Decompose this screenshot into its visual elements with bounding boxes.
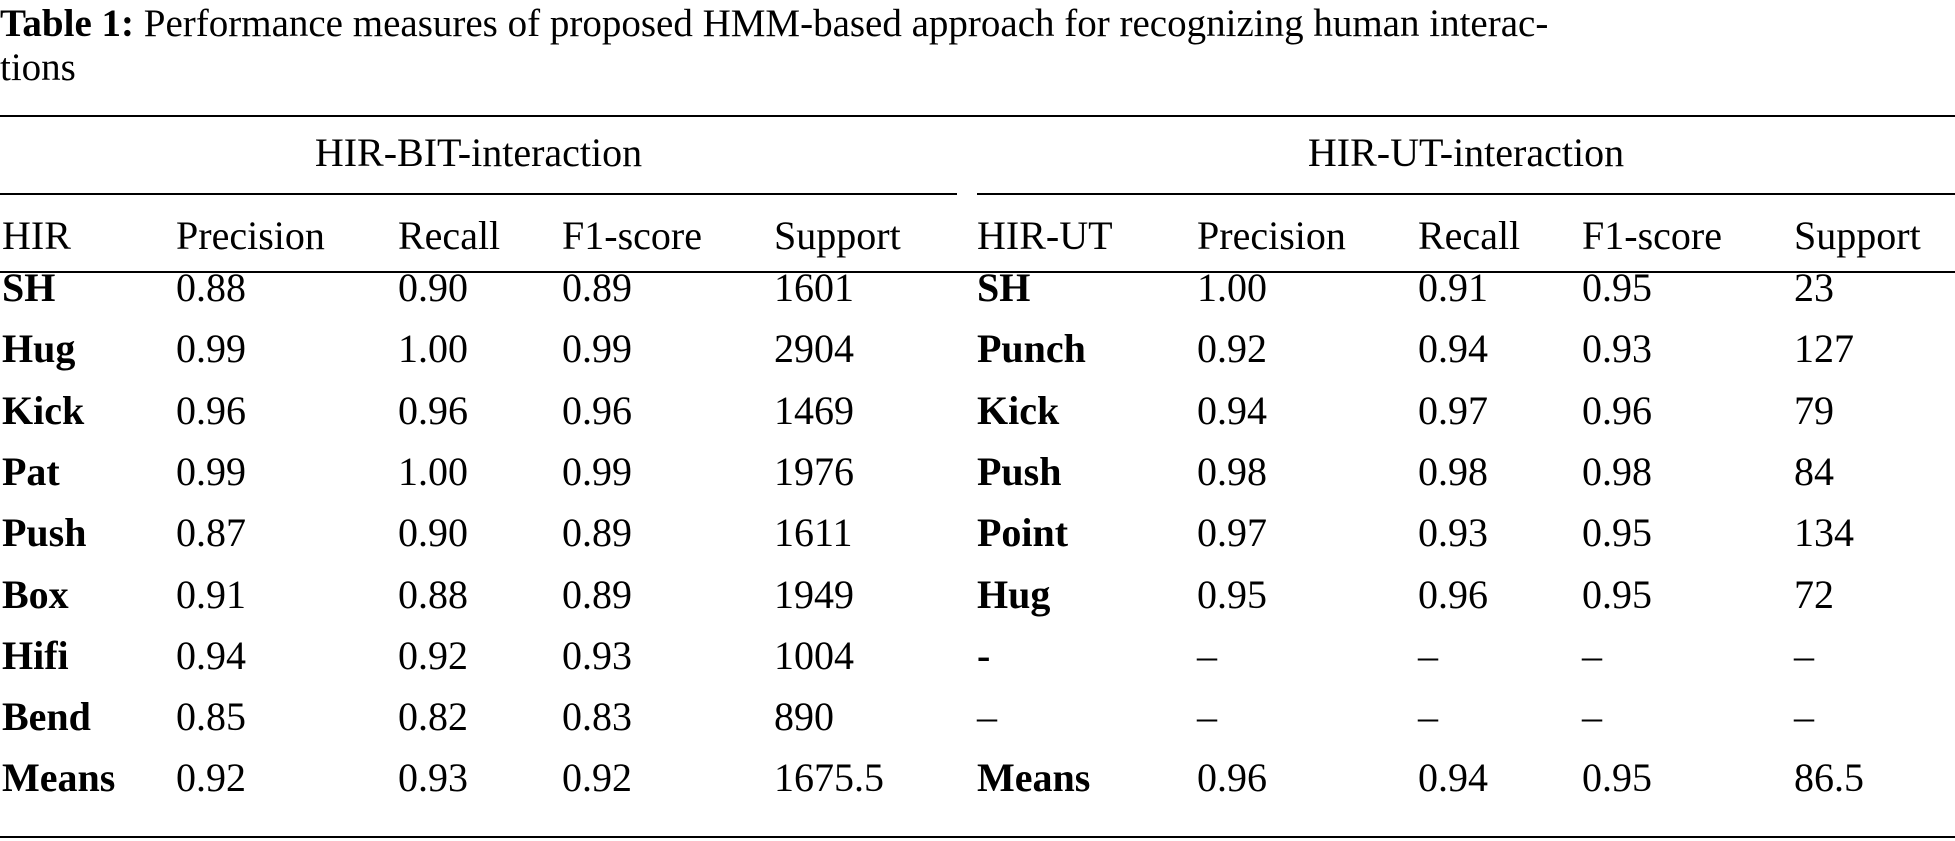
table-cell: 0.92: [398, 632, 468, 678]
caption-line-2: tions: [0, 46, 76, 89]
table-cell: 1611: [774, 510, 853, 556]
table-cell: –: [1582, 632, 1602, 678]
column-header-6: HIR-UT: [977, 213, 1113, 258]
table-cell: 23: [1794, 265, 1834, 310]
table-cell: 72: [1794, 571, 1834, 617]
bottom-rule: [0, 836, 1955, 838]
table-cell: 0.96: [1418, 571, 1488, 617]
table-cell: 79: [1794, 387, 1834, 433]
table-cell: Pat: [2, 448, 60, 494]
table-cell: 0.93: [562, 632, 632, 678]
table-cell: 0.93: [398, 755, 468, 801]
table-cell: –: [1197, 632, 1217, 678]
table-cell: 0.99: [176, 448, 246, 494]
table-cell: 1469: [774, 387, 854, 433]
table-cell: 0.95: [1582, 510, 1652, 556]
table-cell: 0.97: [1197, 510, 1267, 556]
caption-line-1: [0, 2, 1955, 46]
table-cell: –: [977, 694, 997, 740]
table-cell: 0.91: [176, 571, 246, 617]
table-cell: 0.82: [398, 694, 468, 740]
table-cell: Means: [977, 755, 1091, 801]
table-cell: 86.5: [1794, 755, 1864, 801]
table-cell: 0.96: [1582, 387, 1652, 433]
table-cell: 1949: [774, 571, 854, 617]
table-cell: 0.94: [176, 632, 246, 678]
table-cell: -: [977, 632, 991, 678]
table-cell: Means: [2, 755, 116, 801]
table-cell: –: [1794, 632, 1814, 678]
table-cell: 0.91: [1418, 265, 1488, 310]
table-cell: –: [1794, 694, 1814, 740]
table-cell: SH: [2, 265, 56, 310]
table-cell: 0.98: [1197, 448, 1267, 494]
table-cell: 0.93: [1418, 510, 1488, 556]
table-cell: 0.94: [1197, 387, 1267, 433]
table-cell: 0.89: [562, 571, 632, 617]
table-cell: Kick: [977, 387, 1060, 433]
table-cell: 0.96: [562, 387, 632, 433]
table-cell: 0.92: [1197, 326, 1267, 372]
table-cell: 127: [1794, 326, 1854, 372]
table-cell: –: [1418, 632, 1438, 678]
table-cell: 0.95: [1197, 571, 1267, 617]
table-cell: 0.94: [1418, 755, 1488, 801]
table-cell: 0.87: [176, 510, 246, 556]
table-cell: 1.00: [398, 326, 468, 372]
table-cell: 0.99: [562, 448, 632, 494]
table-cell: 1601: [774, 265, 854, 310]
table-cell: Hifi: [2, 632, 69, 678]
table-cell: 0.90: [398, 510, 468, 556]
column-header-5: Support: [774, 213, 901, 258]
table-cell: –: [1197, 694, 1217, 740]
table-cell: 890: [774, 694, 834, 740]
table-cell: 134: [1794, 510, 1854, 556]
table-cell: 0.85: [176, 694, 246, 740]
column-header-4: F1-score: [562, 213, 702, 258]
table-cell: 0.90: [398, 265, 468, 310]
table-cell: –: [1582, 694, 1602, 740]
table-cell: 0.94: [1418, 326, 1488, 372]
table-cell: 0.89: [562, 510, 632, 556]
table-cell: 0.89: [562, 265, 632, 310]
table-cell: –: [1418, 694, 1438, 740]
table-caption: [0, 2, 1955, 90]
table-cell: 0.93: [1582, 326, 1652, 372]
table-cell: 0.98: [1582, 448, 1652, 494]
table-cell: 0.95: [1582, 265, 1652, 310]
table-cell: Push: [977, 448, 1062, 494]
table-cell: 0.95: [1582, 571, 1652, 617]
column-header-3: Recall: [398, 213, 501, 258]
table-cell: 1.00: [398, 448, 468, 494]
table-cell: 0.98: [1418, 448, 1488, 494]
table-cell: Kick: [2, 387, 85, 433]
table-cell: 84: [1794, 448, 1834, 494]
table-cell: 0.96: [1197, 755, 1267, 801]
group-header-2: HIR-UT-interaction: [1307, 130, 1625, 175]
table-cell: Push: [2, 510, 87, 556]
table-cell: Punch: [977, 326, 1086, 372]
group-rule-right: [977, 193, 1955, 195]
table-cell: 2904: [774, 326, 854, 372]
group-rule-left: [0, 193, 957, 195]
table-cell: 0.97: [1418, 387, 1488, 433]
column-header-10: Support: [1794, 213, 1921, 258]
table-cell: SH: [977, 265, 1031, 310]
table-cell: 0.88: [176, 265, 246, 310]
table-cell: 1004: [774, 632, 854, 678]
table-cell: 0.96: [398, 387, 468, 433]
table-cell: 1.00: [1197, 265, 1267, 310]
table-cell: Bend: [2, 694, 91, 740]
table-cell: 0.96: [176, 387, 246, 433]
table-cell: 1675.5: [774, 755, 884, 801]
table-cell: 0.88: [398, 571, 468, 617]
table-cell: Hug: [2, 326, 76, 372]
column-header-7: Precision: [1197, 213, 1346, 258]
table-cell: Box: [2, 571, 69, 617]
column-header-1: HIR: [2, 213, 71, 258]
column-header-2: Precision: [176, 213, 325, 258]
table-cell: 0.92: [562, 755, 632, 801]
table-cell: 0.95: [1582, 755, 1652, 801]
caption-text-1: Performance measures of proposed HMM-based approach for recognizing human interac-: [143, 2, 1549, 45]
table-cell: Hug: [977, 571, 1051, 617]
table-cell: Point: [977, 510, 1069, 556]
top-rule: [0, 115, 1955, 117]
table-cell: 1976: [774, 448, 854, 494]
column-header-8: Recall: [1418, 213, 1521, 258]
column-header-9: F1-score: [1582, 213, 1722, 258]
group-header-1: HIR-BIT-interaction: [314, 130, 643, 175]
table-cell: 0.92: [176, 755, 246, 801]
table-cell: 0.99: [176, 326, 246, 372]
table-cell: 0.99: [562, 326, 632, 372]
caption-label: Table 1:: [0, 2, 135, 45]
table-cell: 0.83: [562, 694, 632, 740]
